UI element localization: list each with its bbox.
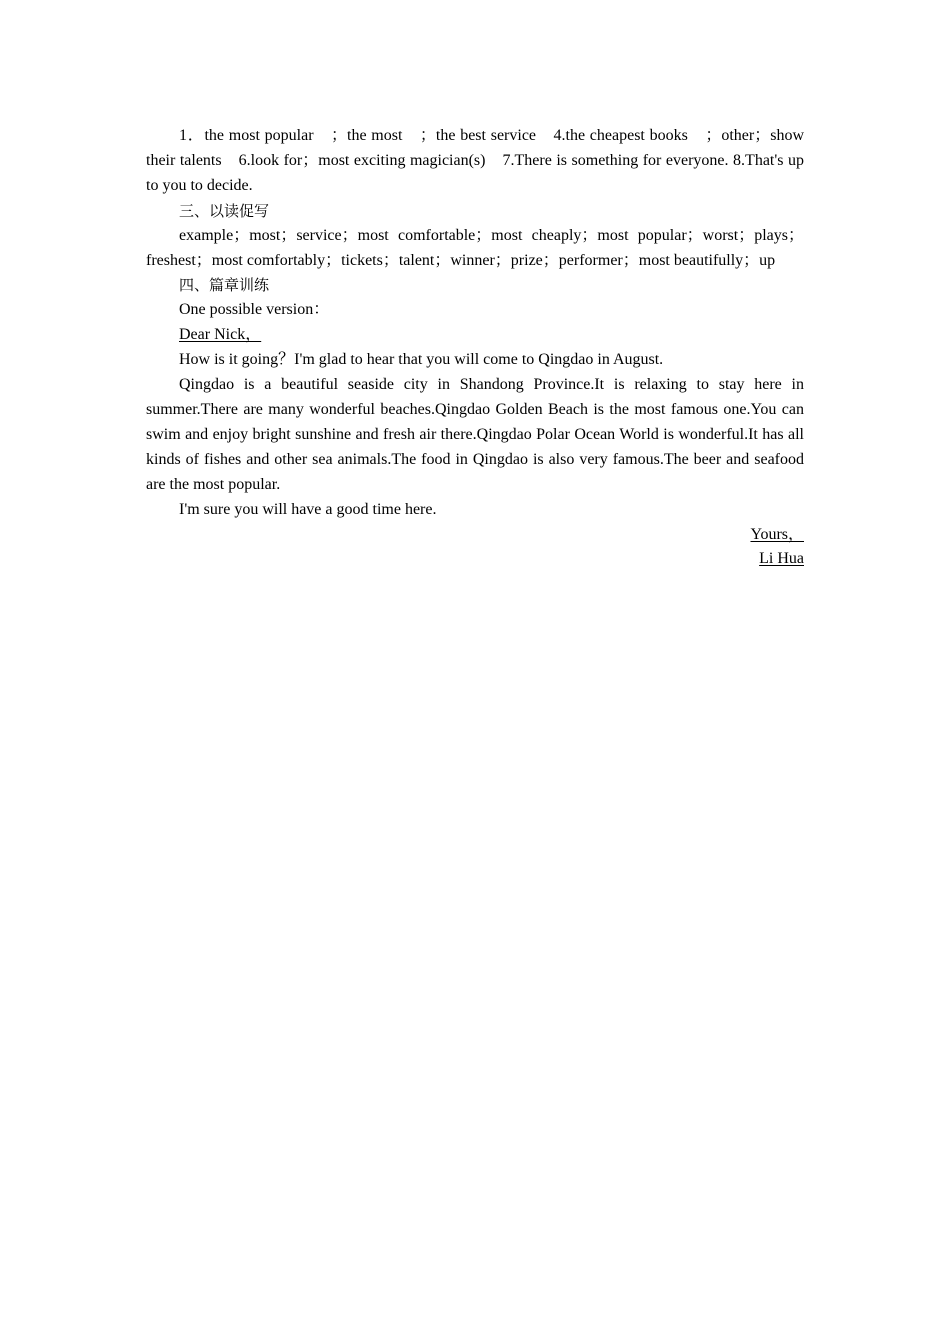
letter-signature-line bbox=[146, 547, 804, 572]
letter-paragraph-2: Qingdao is a beautiful seaside city in Shandong Province.It is relaxing to stay here in summer.There are many wonderful beaches.Qingdao Golden Beach is the most famous one.You can swim and enjoy bright sunshine and fresh air there.Qingdao Polar Ocean World is wonderful.It has all kinds of fishes and other sea animals.The food in Qingdao is also very famous.The beer and seafood are the most popular. bbox=[146, 376, 804, 493]
letter-salutation-line bbox=[146, 323, 804, 348]
section4-heading: 四、篇章训练 bbox=[179, 276, 270, 295]
letter-closing-line bbox=[146, 523, 804, 548]
document-page bbox=[146, 124, 804, 572]
model-essay-intro: One possible version： bbox=[179, 301, 330, 319]
letter-closing: Yours， bbox=[750, 525, 804, 543]
letter-salutation: Dear Nick， bbox=[179, 326, 262, 344]
section3-answers: example；most；service；most comfortable；most cheaply；most popular；worst；plays；freshest；most comfortably；tickets；talent；winner；prize；performer；most beautifully；up bbox=[146, 226, 804, 269]
letter-paragraph-3: I'm sure you will have a good time here. bbox=[179, 500, 437, 518]
section3-heading: 三、以读促写 bbox=[179, 201, 270, 220]
section2-answers: 1．the most popular ；the most ；the best service 4.the cheapest books ；other；show their talents 6.look for；most exciting magician(s) 7.There is something for everyone. 8.That's up to you to decide. bbox=[146, 127, 804, 194]
letter-paragraph-1: How is it going？I'm glad to hear that you will come to Qingdao in August. bbox=[179, 351, 664, 369]
letter-signature: Li Hua bbox=[759, 550, 804, 568]
